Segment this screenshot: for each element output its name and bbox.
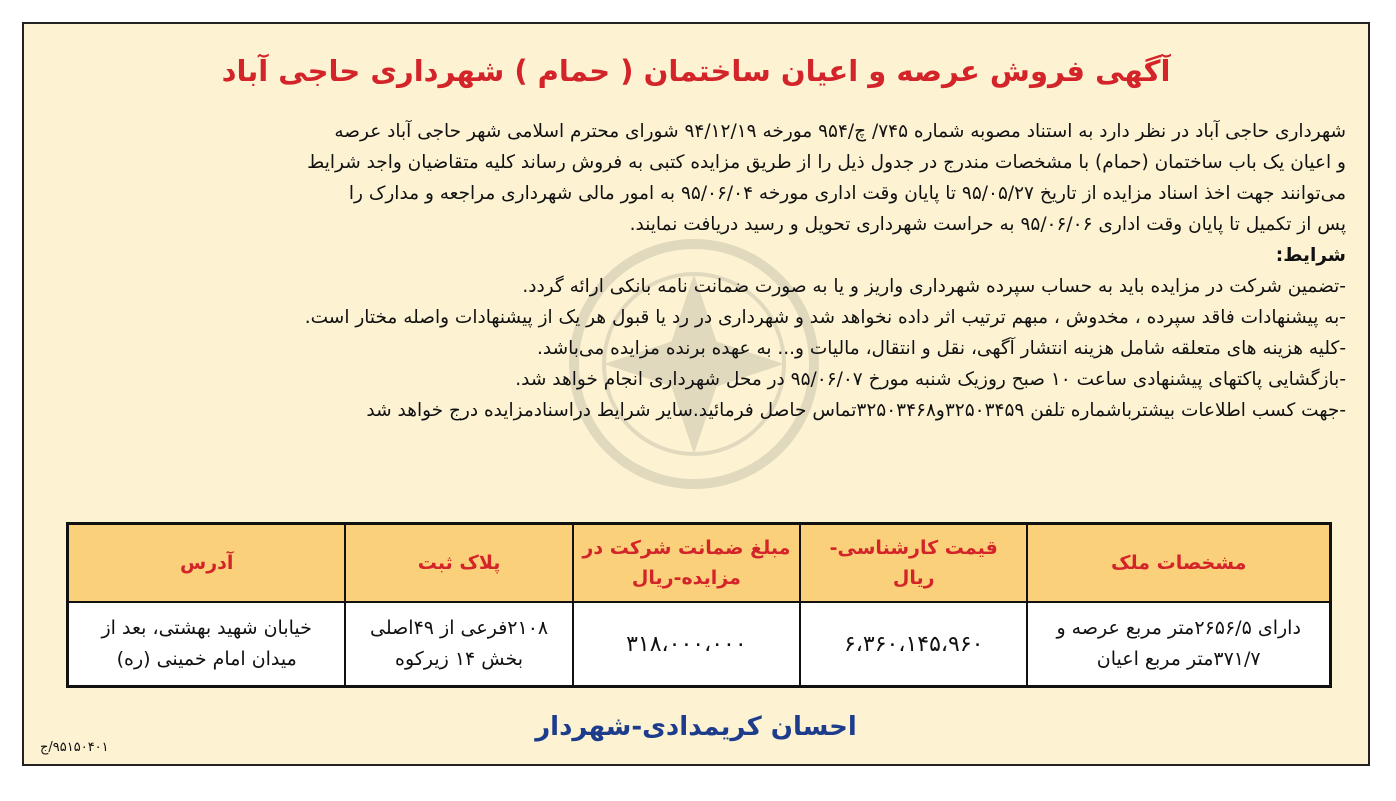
mayor-signature: احسان کریمدادی-شهردار	[535, 712, 857, 742]
conditions-heading: شرایط:	[1275, 245, 1346, 266]
header-property-specs: مشخصات ملک	[1027, 524, 1330, 603]
cell-property-specs: دارای ۲۶۵۶/۵متر مربع عرصه و ۳۷۱/۷متر مربع اعیان	[1027, 602, 1330, 687]
intro-line: شهرداری حاجی آباد در نظر دارد به استناد مصوبه شماره ۷۴۵/ چ/۹۵۴ مورخه ۹۴/۱۲/۱۹ شورای محترم اسلامی شهر حاجی آباد عرصه	[334, 121, 1346, 142]
header-guarantee-amount: مبلغ ضمانت شرکت در مزایده-ریال	[573, 524, 800, 603]
header-appraised-price: قیمت کارشناسی- ریال	[800, 524, 1027, 603]
condition-item: -کلیه هزینه های متعلقه شامل هزینه انتشار آگهی، نقل و انتقال، مالیات و... به عهده برنده مزایده می‌باشد.	[537, 338, 1346, 359]
condition-item: -تضمین شرکت در مزایده باید به حساب سپرده شهرداری واریز و یا به صورت ضمانت نامه بانکی ارائه گردد.	[522, 276, 1346, 297]
cell-address: خیابان شهید بهشتی، بعد از میدان امام خمینی (ره)	[68, 602, 346, 687]
intro-line: می‌توانند جهت اخذ اسناد مزایده از تاریخ ۹۵/۰۵/۲۷ تا پایان وقت اداری مورخه ۹۵/۰۶/۰۴ به امور مالی شهرداری مراجعه و مدارک را	[348, 183, 1346, 204]
ad-code: ۹۵۱۵۰۴۰۱/ج	[40, 740, 109, 755]
intro-line: و اعیان یک باب ساختمان (حمام) با مشخصات مندرج در جدول ذیل را از طریق مزایده کتبی به فروش رساند کلیه متقاضیان واجد شرایط	[307, 152, 1346, 173]
header-registration-plate: پلاک ثبت	[345, 524, 572, 603]
condition-item: -جهت کسب اطلاعات بیشترباشماره تلفن ۳۲۵۰۳۴۵۹و۳۲۵۰۳۴۶۸تماس حاصل فرمائید.سایر شرایط دراسنادمزایده درج خواهد شد	[366, 400, 1346, 421]
condition-item: -به پیشنهادات فاقد سپرده ، مخدوش ، مبهم ترتیب اثر داده نخواهد شد و شهرداری در رد یا قبول هر یک از پیشنهادات واصله مختار است.	[304, 307, 1346, 328]
header-address: آدرس	[68, 524, 346, 603]
ad-body	[68, 116, 1346, 426]
cell-registration-plate: ۲۱۰۸فرعی از ۴۹اصلی بخش ۱۴ زیرکوه	[345, 602, 572, 687]
condition-item: -بازگشایی پاکتهای پیشنهادی ساعت ۱۰ صبح روزیک شنبه مورخ ۹۵/۰۶/۰۷ در محل شهرداری انجام خواهد شد.	[515, 369, 1346, 390]
table-row	[68, 602, 1331, 687]
property-table-wrapper	[66, 522, 1332, 688]
cell-appraised-price: ۶،۳۶۰،۱۴۵،۹۶۰	[800, 602, 1027, 687]
advertisement-page	[22, 22, 1370, 766]
table-header-row	[68, 524, 1331, 603]
ad-title: آگهی فروش عرصه و اعیان ساختمان ( حمام ) شهرداری حاجی آباد	[221, 54, 1171, 88]
cell-guarantee-amount: ۳۱۸،۰۰۰،۰۰۰	[573, 602, 800, 687]
property-table	[66, 522, 1332, 688]
intro-line: پس از تکمیل تا پایان وقت اداری ۹۵/۰۶/۰۶ به حراست شهرداری تحویل و رسید دریافت نمایند.	[629, 214, 1346, 235]
